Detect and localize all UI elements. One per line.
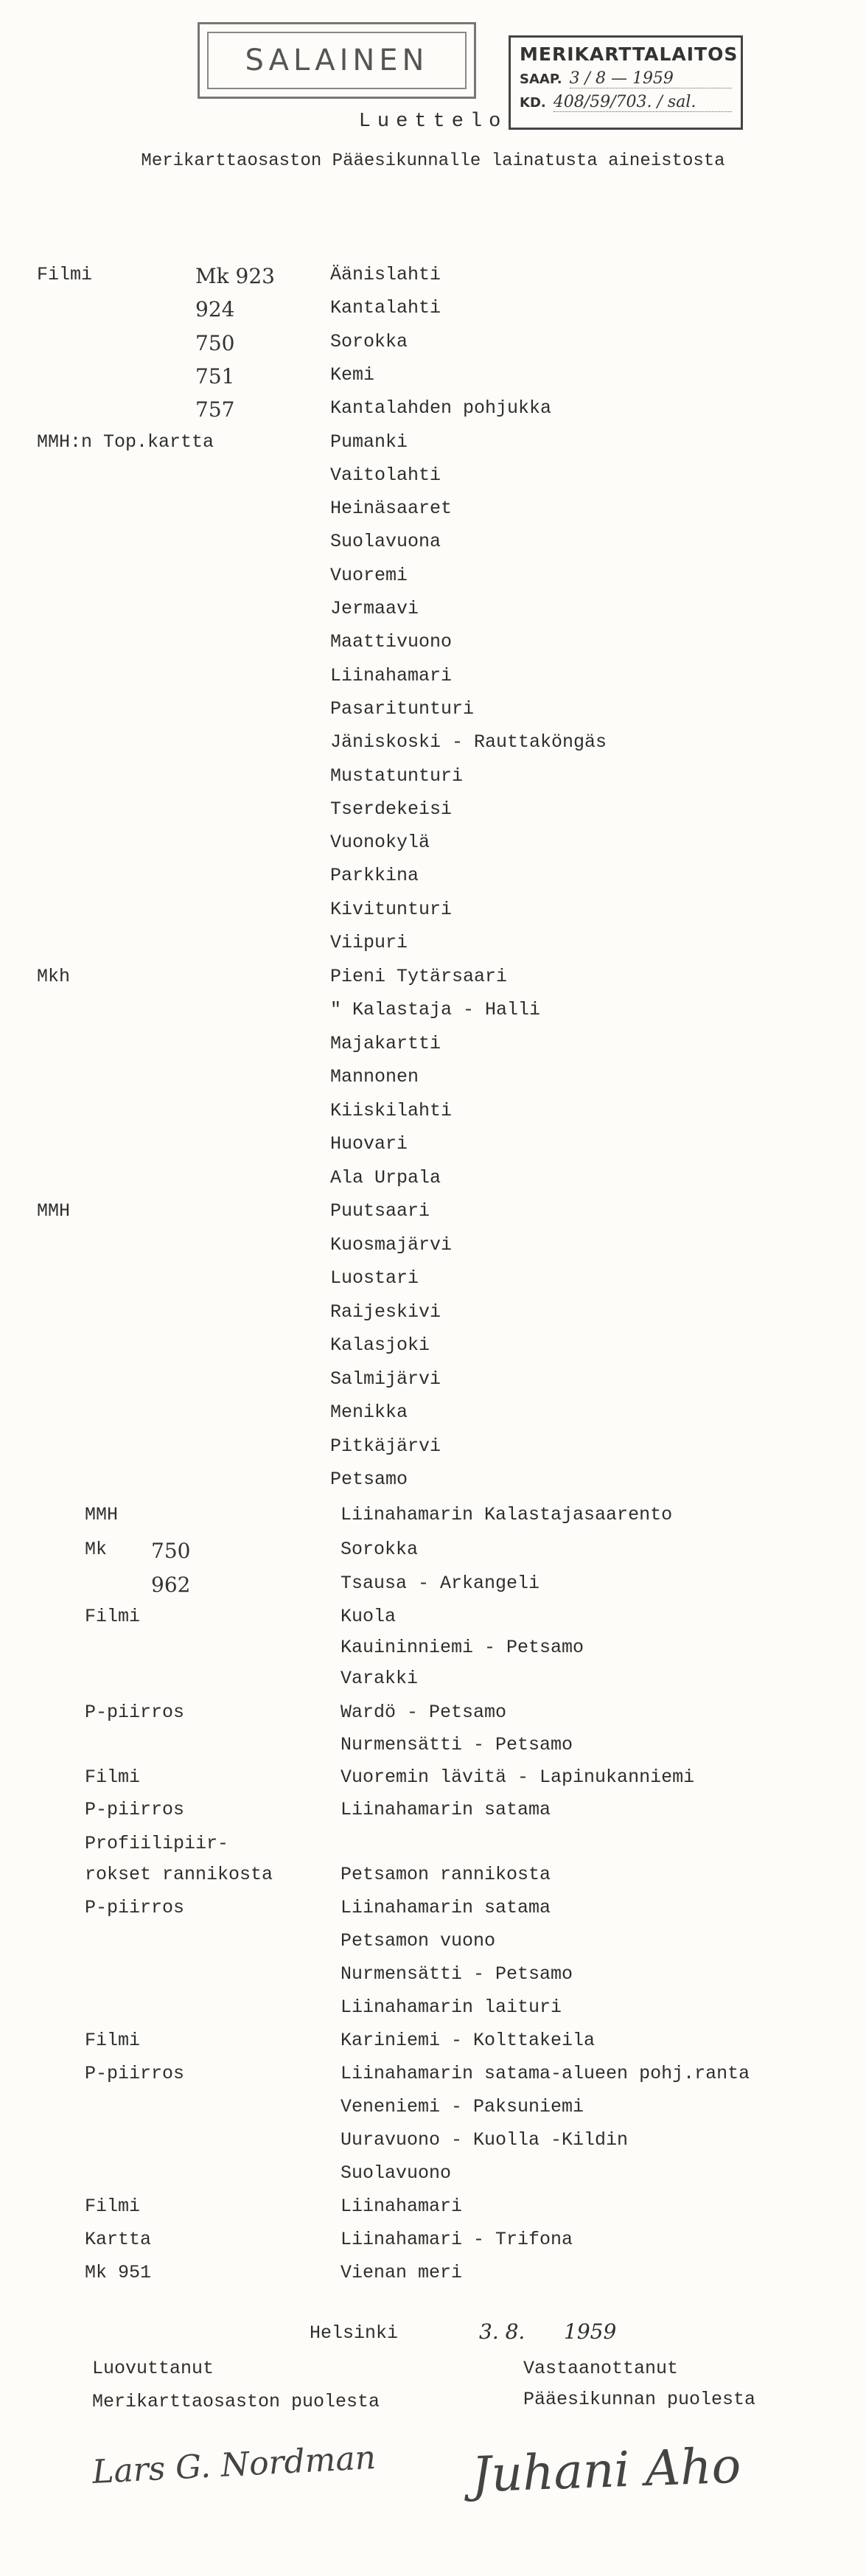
item-description: Mustatunturi: [330, 765, 464, 787]
received-date: 3 / 8 — 1959: [570, 69, 732, 88]
item-description: Heinäsaaret: [330, 498, 453, 520]
item-number: 750: [151, 1539, 191, 1563]
item-description: Salmijärvi: [330, 1368, 441, 1390]
item-description: Kantalahden pohjukka: [330, 397, 552, 420]
item-description: Petsamo: [330, 1469, 408, 1490]
item-type: P-piirros: [85, 1897, 185, 1918]
item-type: P-piirros: [85, 1702, 185, 1723]
item-description: Jäniskoski - Rauttaköngäs: [330, 731, 607, 753]
item-description: Uuravuono - Kuolla -Kildin: [341, 2129, 629, 2151]
right-signature: Juhani Aho: [470, 2437, 742, 2504]
item-type: MMH: [85, 1504, 119, 1525]
item-type: Filmi: [85, 1606, 141, 1627]
item-description: Jermaavi: [330, 598, 419, 619]
item-type: Filmi: [85, 2196, 141, 2217]
item-type: Mkh: [37, 965, 71, 987]
item-description: Liinahamari: [330, 664, 453, 686]
item-type: Filmi: [85, 2030, 141, 2051]
footer-place: Helsinki: [310, 2322, 399, 2344]
item-description: Suolavuona: [330, 531, 441, 553]
left-signature: Lars G. Nordman: [91, 2438, 377, 2492]
item-description: Raijeskivi: [330, 1301, 441, 1323]
item-description: Kantalahti: [330, 297, 441, 319]
right-org: Pääesikunnan puolesta: [523, 2389, 756, 2410]
kd-label: KD.: [520, 95, 546, 111]
item-description: Wardö - Petsamo: [341, 1702, 507, 1723]
item-description: Menikka: [330, 1402, 408, 1423]
item-description: Pitkäjärvi: [330, 1435, 441, 1457]
item-type: Profiilipiir-: [85, 1833, 229, 1854]
item-description: Kemi: [330, 363, 375, 386]
item-description: Luostari: [330, 1267, 419, 1289]
item-description: Liinahamari: [341, 2196, 463, 2217]
item-description: Vuonokylä: [330, 832, 430, 854]
item-description: Liinahamarin satama: [341, 1799, 551, 1820]
item-description: Liinahamarin satama-alueen pohj.ranta: [341, 2063, 750, 2084]
item-description: Tserdekeisi: [330, 798, 453, 820]
received-line: [520, 69, 732, 88]
kd-number: 408/59/703. / sal.: [554, 93, 732, 112]
item-description: Varakki: [341, 1668, 419, 1689]
office-stamp-name: MERIKARTTALAITOS: [520, 43, 738, 65]
item-number: 924: [195, 297, 235, 322]
item-type: rokset rannikosta: [85, 1864, 273, 1885]
item-type: P-piirros: [85, 2063, 185, 2084]
item-description: Majakartti: [330, 1032, 441, 1054]
item-description: Petsamon vuono: [341, 1930, 496, 1952]
left-role: Luovuttanut: [92, 2358, 214, 2379]
item-type: MMH:n Top.kartta: [37, 431, 214, 453]
item-description: Mannonen: [330, 1066, 419, 1087]
item-type: Mk 951: [85, 2262, 152, 2283]
item-description: Äänislahti: [330, 264, 441, 285]
classification-stamp: [198, 22, 476, 99]
item-number: Mk 923: [195, 264, 275, 288]
footer-year: 1959: [564, 2319, 617, 2344]
item-type: MMH: [37, 1200, 71, 1222]
item-description: Suolavuono: [341, 2162, 452, 2184]
item-description: Tsausa - Arkangeli: [341, 1573, 540, 1594]
item-description: Kuosmajärvi: [330, 1233, 453, 1256]
right-role: Vastaanottanut: [523, 2358, 679, 2379]
item-type: Kartta: [85, 2229, 152, 2250]
item-description: Liinahamari - Trifona: [341, 2229, 573, 2250]
item-description: Maattivuono: [330, 631, 453, 653]
item-description: Vaitolahti: [330, 464, 441, 486]
item-description: Veneniemi - Paksuniemi: [341, 2096, 584, 2117]
item-number: 757: [195, 397, 235, 422]
kd-line: [520, 93, 732, 112]
item-description: Liinahamarin laituri: [341, 1997, 562, 2018]
item-description: Sorokka: [330, 330, 408, 352]
document-title: Luettelo: [358, 111, 508, 133]
item-description: Ala Urpala: [330, 1166, 441, 1188]
item-description: Vuoremin lävitä - Lapinukanniemi: [341, 1766, 695, 1788]
item-description: Puutsaari: [330, 1200, 430, 1222]
item-description: Sorokka: [341, 1539, 419, 1560]
item-number: 750: [195, 330, 235, 355]
item-description: Kariniemi - Kolttakeila: [341, 2030, 596, 2051]
item-number: 962: [151, 1573, 191, 1597]
received-label: SAAP.: [520, 72, 562, 87]
item-description: Pasaritunturi: [330, 697, 475, 720]
item-description: Vuoremi: [330, 564, 408, 586]
item-description: Vienan meri: [341, 2262, 463, 2283]
item-description: Kalasjoki: [330, 1334, 430, 1356]
item-description: Pumanki: [330, 431, 408, 453]
item-description: Viipuri: [330, 932, 408, 953]
item-type: P-piirros: [85, 1799, 185, 1820]
item-description: Liinahamarin satama: [341, 1897, 551, 1918]
classification-label: SALAINEN: [245, 43, 429, 77]
item-description: Petsamon rannikosta: [341, 1864, 551, 1885]
item-description: Nurmensätti - Petsamo: [341, 1963, 573, 1985]
item-number: 751: [195, 363, 235, 389]
item-type: Mk: [85, 1539, 108, 1560]
item-description: Parkkina: [330, 865, 419, 887]
item-description: Liinahamarin Kalastajasaarento: [341, 1504, 673, 1525]
item-description: Kuola: [341, 1606, 397, 1627]
item-description: Pieni Tytärsaari: [330, 965, 508, 987]
document-subtitle: Merikarttaosaston Pääesikunnalle lainatusta aineistosta: [141, 151, 725, 171]
item-description: Huovari: [330, 1133, 408, 1155]
item-description: Kauininniemi - Petsamo: [341, 1637, 584, 1658]
item-description: Kivitunturi: [330, 898, 453, 920]
footer-date: 3. 8.: [479, 2319, 525, 2344]
item-description: Kiiskilahti: [330, 1099, 453, 1121]
item-description: Nurmensätti - Petsamo: [341, 1734, 573, 1755]
left-org: Merikarttaosaston puolesta: [92, 2391, 380, 2412]
item-type: Filmi: [85, 1766, 141, 1788]
item-description: " Kalastaja - Halli: [330, 999, 541, 1020]
item-type: Filmi: [37, 264, 93, 285]
